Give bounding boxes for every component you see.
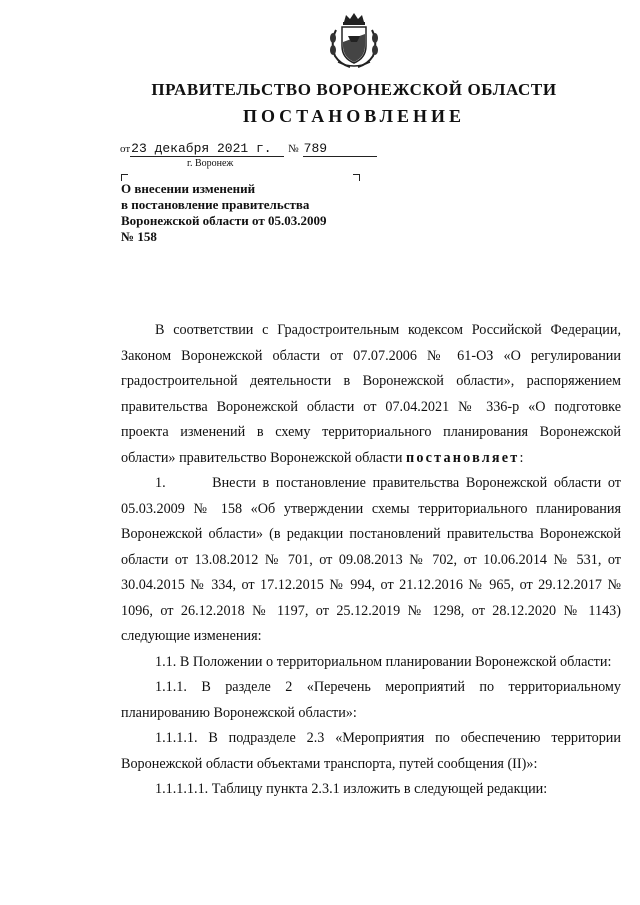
item-1-text: Внести в постановление правительства Воронежской области от 05.03.2009 № 158 «Об утверждении схемы территориального планирования Воронежской области» (в редакции постановлений правительства Воронежской области от 13.08.2012 № 701, от 09.08.2013 № 702, от 10.06.2014 № 531, от 30.04.2015 № 334, от 17.12.2015 № 994, от 21.12.2016 № 965, от 29.12.2017 № 1096, от 26.12.2018 № 1197, от 25.12.2019 № 1298, от 28.12.2020 № 1143) следующие изменения: (121, 475, 621, 644)
coat-of-arms-icon (326, 12, 382, 70)
item-1-1-1-paragraph: 1.1.1. В разделе 2 «Перечень мероприятий по территориальному планированию Воронежской области»: (121, 679, 621, 721)
subject-line: О внесении изменений (121, 181, 256, 196)
preamble-text: В соответствии с Градостроительным кодексом Российской Федерации, Законом Воронежской области от 07.07.2006 № 61-ОЗ «О регулировании градостроительной деятельности в Воронежской области», распоряжением правительства Воронежской области от 07.04.2021 № 336-р «О подготовке проекта изменений в схему территориального планирования Воронежской области» правительство Воронежской области (121, 322, 621, 466)
subject-bracket-right (353, 174, 360, 181)
from-label: от (120, 143, 131, 155)
preamble-paragraph (121, 318, 621, 471)
item-1-number: 1. (155, 475, 166, 491)
subject-bracket-left (121, 174, 128, 181)
number-field: 789 (303, 141, 377, 157)
resolves-colon: : (519, 449, 524, 466)
subject-line: № 158 (121, 229, 157, 244)
document-type: ПОСТАНОВЛЕНИЕ (242, 106, 466, 126)
item-1-1-paragraph: 1.1. В Положении о территориальном планировании Воронежской области: (155, 653, 612, 670)
city-label: г. Воронеж (187, 158, 234, 169)
number-label: № (288, 143, 299, 155)
date-field: 23 декабря 2021 г. (130, 141, 284, 157)
requisites-line (120, 141, 377, 157)
item-1-1-1-1-1-paragraph: 1.1.1.1.1. Таблицу пункта 2.3.1 изложить в следующей редакции: (155, 781, 548, 797)
subject-line: в постановление правительства (121, 197, 310, 212)
subject-line: Воронежской области от 05.03.2009 (121, 213, 327, 228)
item-1-paragraph (121, 471, 621, 650)
document-body (121, 318, 621, 803)
item-1-1-1-1-paragraph: 1.1.1.1. В подразделе 2.3 «Мероприятия по обеспечению территории Воронежской области объектами транспорта, путей сообщения (II)»: (121, 730, 621, 772)
resolves-word: постановляет (405, 449, 520, 466)
document-subject (121, 181, 381, 245)
government-title: ПРАВИТЕЛЬСТВО ВОРОНЕЖСКОЙ ОБЛАСТИ (151, 80, 557, 99)
